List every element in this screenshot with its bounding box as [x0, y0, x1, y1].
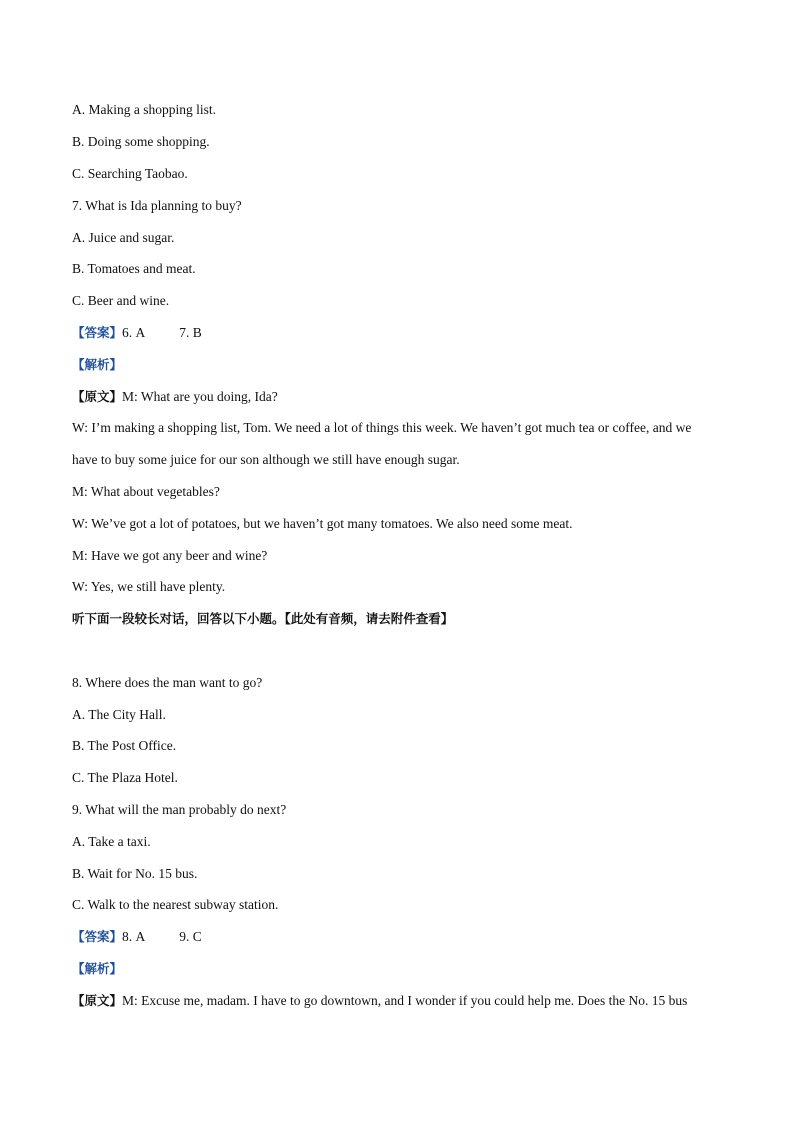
answer-label: 【答案】 [72, 929, 123, 944]
option-line: B. Doing some shopping. [72, 134, 210, 149]
analysis-heading [72, 960, 732, 978]
transcript-line [72, 992, 732, 1010]
question-line: 7. What is Ida planning to buy? [72, 198, 242, 213]
option-line: B. The Post Office. [72, 738, 177, 753]
transcript-line: have to buy some juice for our son although we still have enough sugar. [72, 452, 460, 467]
question-line: 9. What will the man probably do next? [72, 802, 287, 817]
option-line: A. Take a taxi. [72, 834, 151, 849]
analysis-label: 【解析】 [72, 961, 123, 976]
option-line: B. Wait for No. 15 bus. [72, 866, 198, 881]
option-line: C. Walk to the nearest subway station. [72, 897, 279, 912]
option-line: A. Making a shopping list. [72, 102, 216, 117]
analysis-label: 【解析】 [72, 357, 123, 372]
answer-line [72, 928, 732, 946]
transcript-line: W: We’ve got a lot of potatoes, but we haven’t got many tomatoes. We also need some meat. [72, 516, 573, 531]
transcript-label: 【原文】 [72, 389, 123, 404]
transcript-line: M: What about vegetables? [72, 484, 220, 499]
transcript-label: 【原文】 [72, 993, 123, 1008]
option-line: C. The Plaza Hotel. [72, 770, 178, 785]
option-line: A. Juice and sugar. [72, 230, 175, 245]
option-line: A. The City Hall. [72, 707, 166, 722]
option-line: B. Tomatoes and meat. [72, 261, 196, 276]
transcript-line: W: Yes, we still have plenty. [72, 579, 226, 594]
answer-line [72, 324, 732, 342]
answer-label: 【答案】 [72, 325, 123, 340]
analysis-heading [72, 356, 732, 374]
transcript-line: W: I’m making a shopping list, Tom. We need a lot of things this week. We haven’t got much tea or coffee, and we [72, 420, 692, 435]
answer-value: 7. B [179, 325, 202, 340]
option-line: C. Beer and wine. [72, 293, 170, 308]
answer-value: 9. C [179, 929, 202, 944]
answer-value: 8. A [122, 929, 146, 944]
instruction-line: 听下面一段较长对话，回答以下小题。【此处有音频，请去附件查看】 [72, 611, 454, 626]
transcript-text: M: Excuse me, madam. I have to go downtown, and I wonder if you could help me. Does the No. 15 bus [122, 993, 688, 1008]
transcript-line [72, 388, 732, 406]
question-line: 8. Where does the man want to go? [72, 675, 263, 690]
answer-value: 6. A [122, 325, 146, 340]
option-line: C. Searching Taobao. [72, 166, 188, 181]
transcript-text: M: What are you doing, Ida? [122, 389, 278, 404]
transcript-line: M: Have we got any beer and wine? [72, 548, 268, 563]
